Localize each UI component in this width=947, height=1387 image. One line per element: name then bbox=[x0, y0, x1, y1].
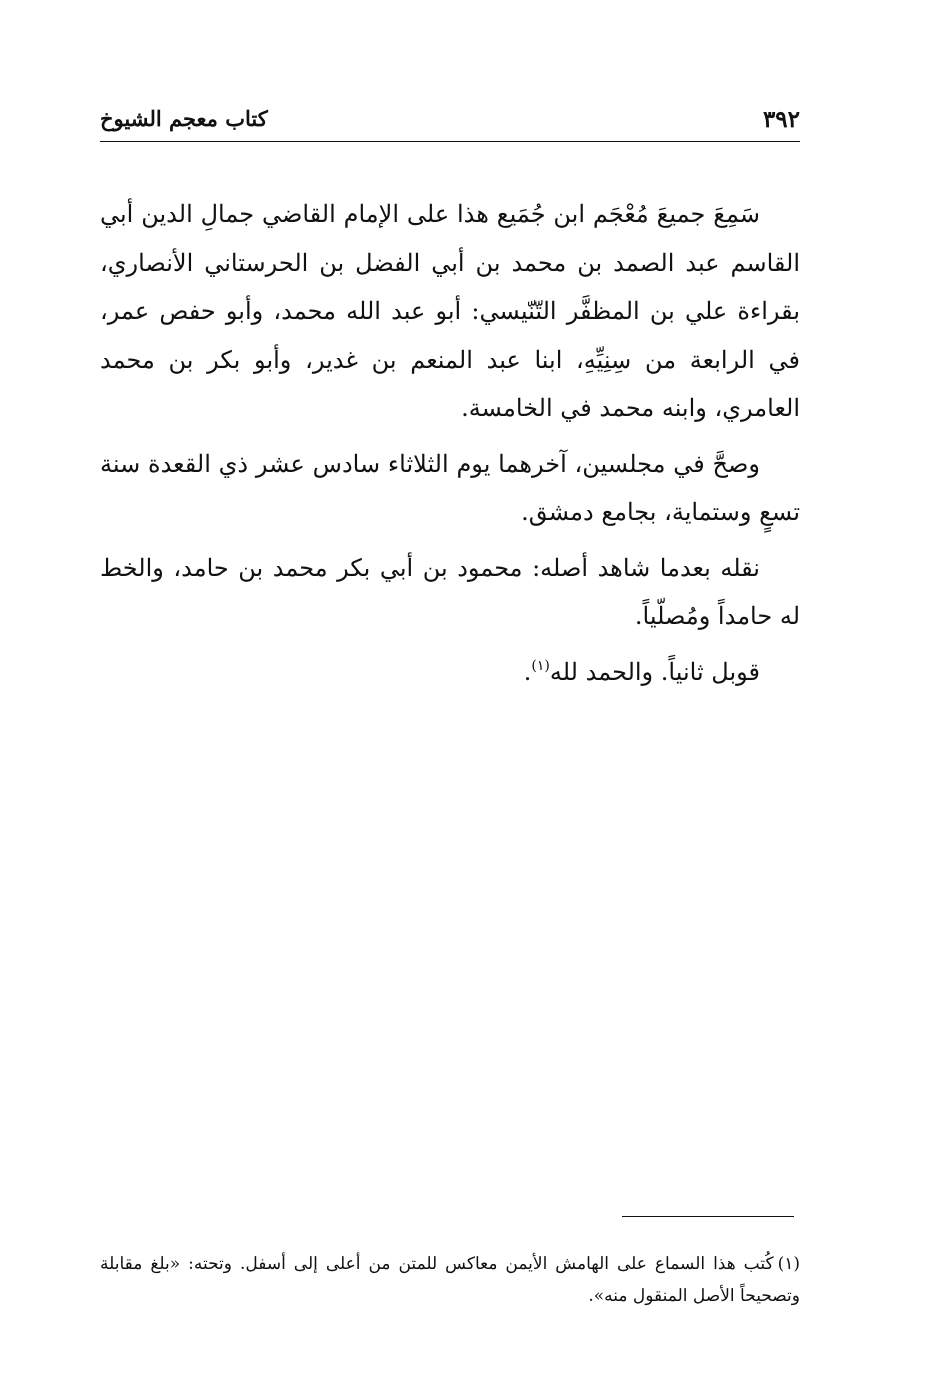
footnotes-section bbox=[100, 1248, 800, 1312]
footnote-reference[interactable]: (١) bbox=[531, 657, 550, 674]
footnote bbox=[100, 1248, 800, 1312]
header-rule bbox=[100, 141, 800, 142]
page-header bbox=[100, 102, 800, 142]
collation-end: . bbox=[523, 657, 532, 686]
footnote-separator bbox=[622, 1216, 794, 1217]
paragraph-collation bbox=[100, 648, 800, 697]
page-number: ٣٩٢ bbox=[762, 106, 800, 133]
paragraph-majlis: وصحَّ في مجلسين، آخرهما يوم الثلاثاء سادس عشر ذي القعدة سنة تسعٍ وستماية، بجامع دمشق. bbox=[100, 449, 800, 526]
paragraph-copyist: نقله بعدما شاهد أصله: محمود بن أبي بكر محمد بن حامد، والخط له حامداً ومُصلّياً. bbox=[100, 553, 800, 630]
main-text bbox=[100, 190, 800, 703]
running-title: كتاب معجم الشيوخ bbox=[100, 106, 268, 131]
footnote-marker: (١) bbox=[777, 1254, 800, 1274]
collation-text: قوبل ثانياً. والحمد لله bbox=[549, 657, 760, 686]
footnote-text: كُتب هذا السماع على الهامش الأيمن معاكس للمتن من أعلى إلى أسفل. وتحته: «بلغ مقابلة وتصحيحاً الأصل المنقول منه». bbox=[100, 1254, 800, 1306]
paragraph-sama: سَمِعَ جميعَ مُعْجَم ابن جُمَيع هذا على الإمام القاضي جمالِ الدين أبي القاسم عبد الصمد بن محمد بن أبي الفضل بن الحرستاني الأنصاري، بقراءة علي بن المظفَّر التّنّيسي: أبو عبد الله محمد، وأبو حفص عمر، في الرابعة من سِنِيِّهِ، ابنا عبد المنعم بن غدير، وأبو بكر بن محمد العامري، وابنه محمد في الخامسة. bbox=[100, 200, 800, 422]
